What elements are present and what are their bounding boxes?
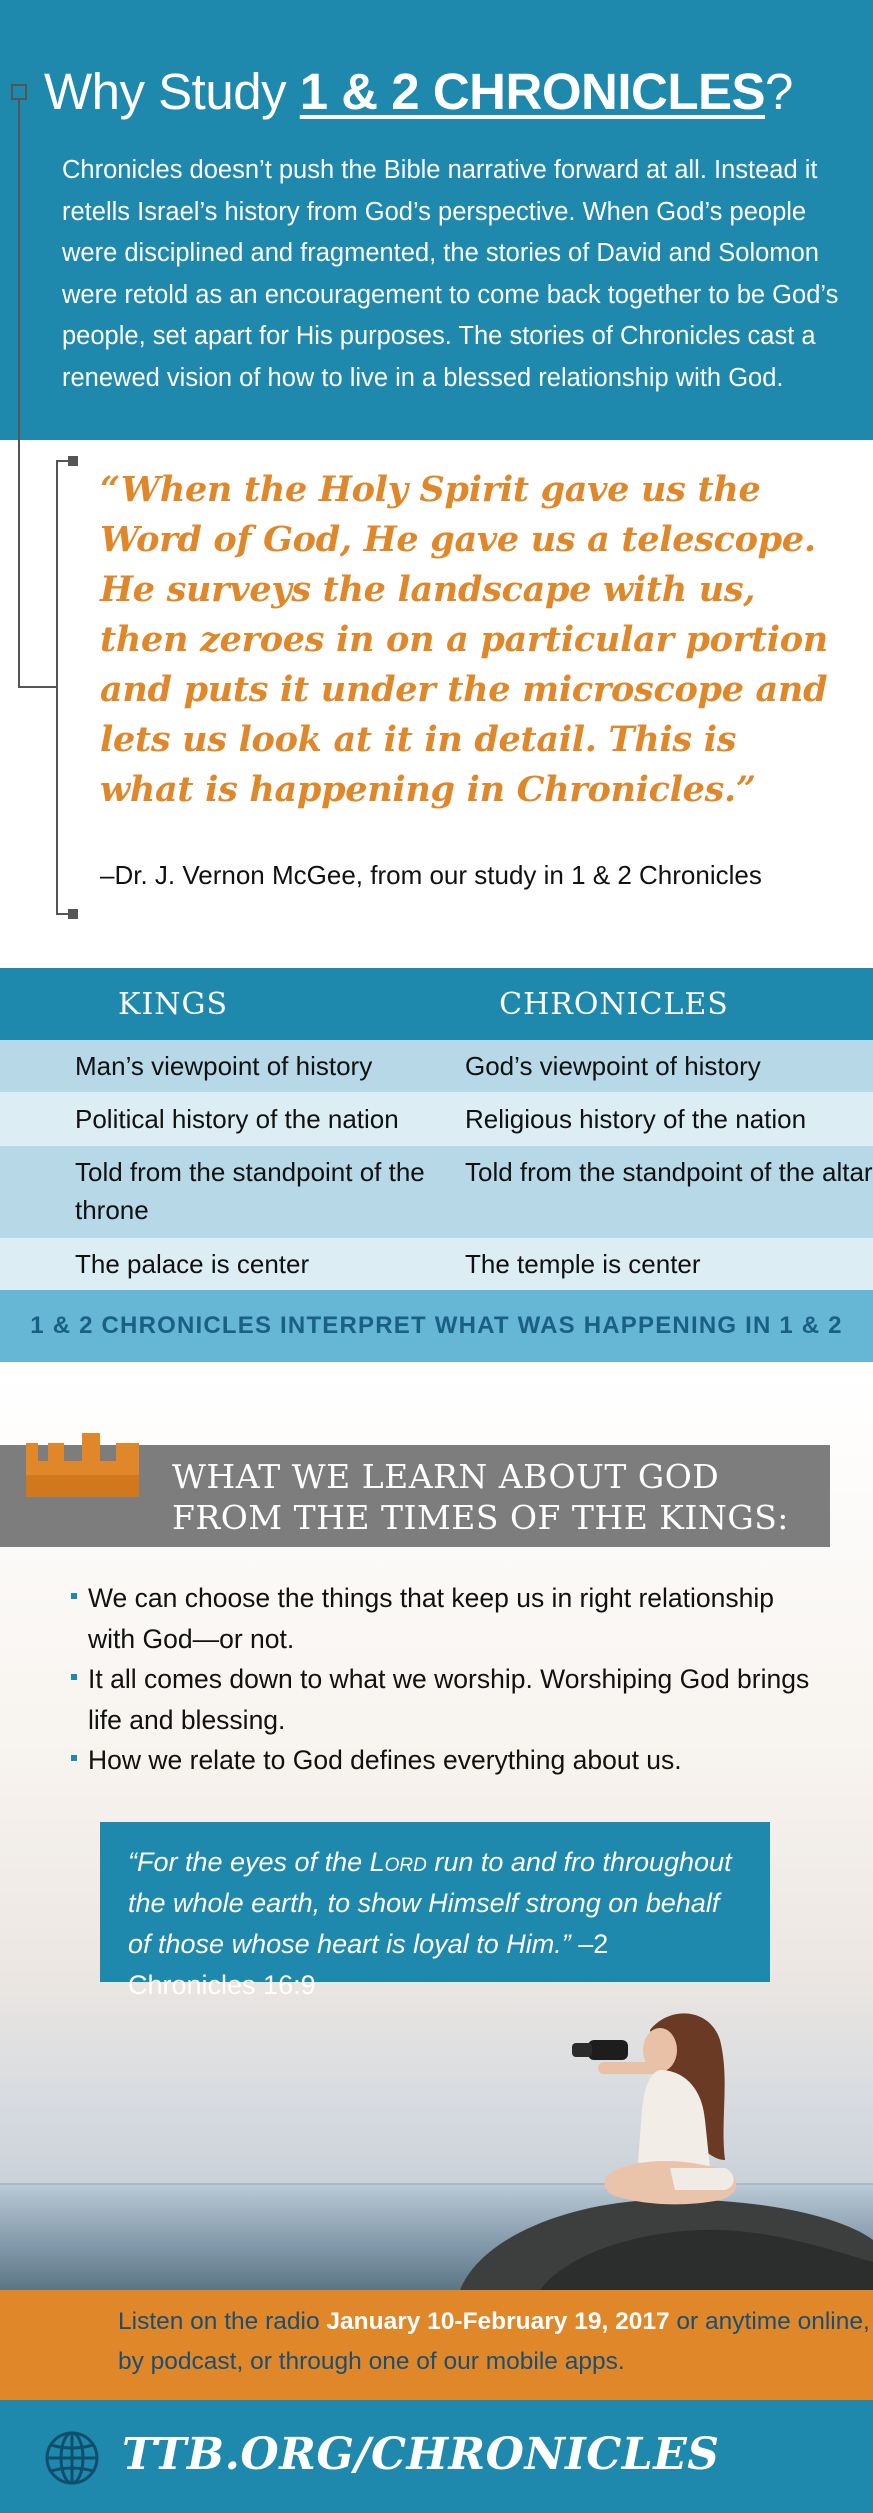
bracket-line	[18, 92, 20, 688]
header-kings: KINGS	[117, 986, 229, 1022]
chronicles-cell: Religious history of the nation	[465, 1104, 807, 1134]
learn-heading-line2: FROM THE TIMES OF THE KINGS:	[172, 1498, 789, 1537]
table-row	[0, 1092, 873, 1146]
chronicles-cell: God’s viewpoint of history	[465, 1051, 761, 1081]
page-title	[44, 62, 793, 121]
crown-icon	[20, 1415, 145, 1510]
title-suffix: ?	[765, 63, 793, 120]
verse-reference: –2 Chronicles 16:9	[128, 1929, 609, 2000]
verse-lord: Lord	[369, 1847, 427, 1877]
header-chronicles: CHRONICLES	[499, 986, 729, 1022]
verse-box	[100, 1822, 770, 2000]
comparison-table	[0, 968, 873, 1362]
girl-with-binoculars-photo	[420, 2000, 873, 2290]
quote-bracket-bottom-cap	[68, 909, 78, 919]
globe-icon	[44, 2430, 100, 2486]
bracket-square	[11, 84, 27, 100]
title-prefix: Why Study	[44, 63, 300, 120]
title-highlight: 1 & 2 CHRONICLES	[299, 63, 766, 120]
list-item: It all comes down to what we worship. Worshiping God brings life and blessing.	[68, 1659, 828, 1740]
kings-cell: Man’s viewpoint of history	[75, 1051, 373, 1081]
table-row	[0, 1040, 873, 1092]
kings-cell: The palace is center	[75, 1249, 310, 1279]
kings-cell: Political history of the nation	[75, 1104, 399, 1134]
table-header	[0, 968, 873, 1040]
radio-prefix: Listen on the radio	[118, 2308, 327, 2335]
learn-list	[68, 1578, 828, 1781]
intro-section	[0, 0, 873, 440]
radio-dates: January 10-February 19, 2017	[326, 2308, 670, 2335]
verse-text-start: “For the eyes of the	[128, 1847, 370, 1877]
table-row	[0, 1146, 873, 1238]
list-item: We can choose the things that keep us in right relationship with God—or not.	[68, 1578, 828, 1659]
list-item: How we relate to God defines everything about us.	[68, 1740, 828, 1781]
radio-suffix: or anytime online, by podcast, or through one of our mobile apps.	[118, 2308, 870, 2375]
mcgee-quote: “When the Holy Spirit gave us the Word of God, He gave us a telescope. He surveys the landscape with us, then zeroes in on a particular portion and puts it under the microscope and lets us look at it in detail. This is what is happening in Chronicles.”	[100, 469, 828, 810]
quote-bracket	[56, 460, 70, 915]
kings-cell: Told from the standpoint of the throne	[75, 1157, 425, 1225]
table-summary: 1 & 2 CHRONICLES INTERPRET WHAT WAS HAPPENING IN 1 & 2	[0, 1290, 873, 1362]
chronicles-cell: The temple is center	[465, 1249, 701, 1279]
chronicles-cell: Told from the standpoint of the altar	[465, 1157, 873, 1187]
quote-attribution: –Dr. J. Vernon McGee, from our study in 1 & 2 Chronicles	[100, 860, 762, 890]
table-row	[0, 1238, 873, 1290]
verse-text-end: run to and fro throughout the whole earth, to show Himself strong on behalf of those whose heart is loyal to Him.”	[128, 1847, 732, 1959]
quote-bracket-top-cap	[68, 456, 78, 466]
learn-heading-line1: WHAT WE LEARN ABOUT GOD	[172, 1457, 720, 1496]
learn-heading	[172, 1456, 789, 1538]
website-link[interactable]: TTB.ORG/CHRONICLES	[122, 2429, 720, 2480]
intro-paragraph: Chronicles doesn’t push the Bible narrative forward at all. Instead it retells Israel’s history from God’s perspective. When God’s people were disciplined and fragmented, the stories of David and Solomon were retold as an encouragement to come back together to be God’s people, set apart for His purposes. The stories of Chronicles cast a renewed vision of how to live in a blessed relationship with God.	[62, 156, 839, 392]
bracket-connector	[18, 686, 58, 688]
radio-banner	[0, 2290, 873, 2400]
